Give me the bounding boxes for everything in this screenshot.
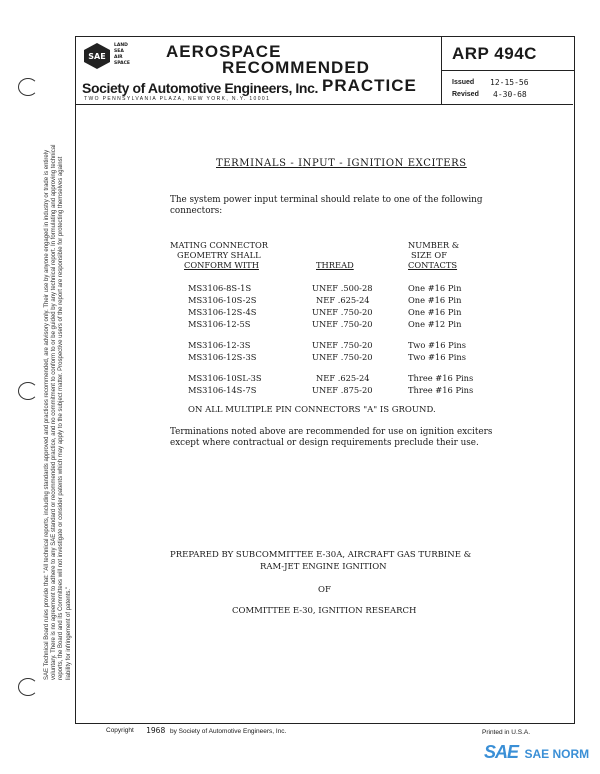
row-connector: MS3106-12S-4S	[188, 307, 257, 317]
header-divider	[75, 104, 573, 105]
row-connector: MS3106-8S-1S	[188, 283, 252, 293]
document-number: ARP 494C	[452, 44, 537, 63]
row-thread: UNEF .750-20	[312, 307, 373, 317]
col-header-thread: THREAD	[316, 260, 354, 270]
row-connector: MS3106-14S-7S	[188, 385, 257, 395]
row-thread: NEF .625-24	[316, 373, 370, 383]
doc-number-divider	[441, 70, 574, 71]
title-recommended: RECOMMENDED	[222, 58, 370, 77]
issued-label: Issued	[452, 79, 475, 86]
document-title: TERMINALS - INPUT - IGNITION EXCITERS	[216, 158, 467, 169]
sae-logo-icon	[83, 42, 111, 70]
row-contacts: Three #16 Pins	[408, 373, 474, 383]
committee-name: COMMITTEE E-30, IGNITION RESEARCH	[232, 606, 417, 616]
prepared-by-line-1: PREPARED BY SUBCOMMITTEE E-30A, AIRCRAFT GAS TURBINE &	[170, 550, 472, 560]
row-connector: MS3106-12-3S	[188, 340, 251, 350]
row-contacts: Two #16 Pins	[408, 352, 466, 362]
row-thread: UNEF .500-28	[312, 283, 373, 293]
terminations-line-2: except where contractual or design requirements preclude their use.	[170, 438, 479, 448]
punch-hole-top	[18, 78, 38, 96]
col-header-contacts: NUMBER & SIZE OF CONTACTS	[408, 240, 460, 270]
watermark-text: SAE NORM	[524, 747, 590, 761]
row-thread: UNEF .750-20	[312, 340, 373, 350]
copyright-owner: by Society of Automotive Engineers, Inc.	[170, 728, 287, 735]
logo-words: LAND SEA AIR SPACE	[114, 43, 130, 66]
row-thread: NEF .625-24	[316, 295, 370, 305]
row-contacts: One #16 Pin	[408, 295, 462, 305]
row-connector: MS3106-12-5S	[188, 319, 251, 329]
of-text: OF	[318, 585, 331, 595]
terminations-line-1: Terminations noted above are recommended for use on ignition exciters	[170, 427, 493, 437]
row-thread: UNEF .750-20	[312, 352, 373, 362]
row-contacts: One #16 Pin	[408, 283, 462, 293]
intro-line-1: The system power input terminal should relate to one of the following	[170, 195, 483, 205]
title-aerospace: AEROSPACE	[166, 42, 282, 61]
col-header-connector: MATING CONNECTOR GEOMETRY SHALL CONFORM WITH	[170, 240, 269, 270]
punch-hole-bottom	[18, 678, 38, 696]
row-connector: MS3106-10S-2S	[188, 295, 257, 305]
copyright-label: Copyright	[106, 727, 134, 734]
row-thread: UNEF .750-20	[312, 319, 373, 329]
copyright-year: 1968	[146, 726, 166, 735]
issued-date: 12-15-56	[490, 78, 529, 87]
prepared-by-line-2: RAM-JET ENGINE IGNITION	[260, 562, 387, 572]
punch-hole-middle	[18, 382, 38, 400]
watermark-sae: SAE	[484, 742, 519, 762]
logo-text: SAE	[88, 52, 106, 61]
row-contacts: Three #16 Pins	[408, 385, 474, 395]
organization-address: TWO PENNSYLVANIA PLAZA, NEW YORK, N.Y. 10001	[84, 96, 271, 102]
side-legal-notice: SAE Technical Board rules provide that: "All technical reports, including standards approved and practices recommended, are advisory only. Their use by anyone engaged in industry or trade is entirely voluntary. There is no agreement to adhere to any SAE standard or recommended practice, and no commitment to conform to or be guided by any technical report. In formulating and approving technical reports, the Board and its Committees will not investigate or consider patents which may apply to the subject matter. Prospective users of the report are responsible for protecting themselves against liability for infringement of patents."	[44, 144, 72, 680]
row-contacts: One #16 Pin	[408, 307, 462, 317]
row-contacts: Two #16 Pins	[408, 340, 466, 350]
row-connector: MS3106-10SL-3S	[188, 373, 262, 383]
revised-date: 4-30-68	[493, 90, 527, 99]
title-practice: PRACTICE	[322, 76, 417, 95]
revised-label: Revised	[452, 91, 479, 98]
watermark-logo	[484, 742, 589, 763]
row-thread: UNEF .875-20	[312, 385, 373, 395]
organization-name: Society of Automotive Engineers, Inc.	[82, 80, 318, 96]
printed-in: Printed in U.S.A.	[482, 729, 531, 736]
row-connector: MS3106-12S-3S	[188, 352, 257, 362]
intro-line-2: connectors:	[170, 206, 223, 216]
ground-note: ON ALL MULTIPLE PIN CONNECTORS "A" IS GROUND.	[188, 405, 436, 415]
row-contacts: One #12 Pin	[408, 319, 462, 329]
